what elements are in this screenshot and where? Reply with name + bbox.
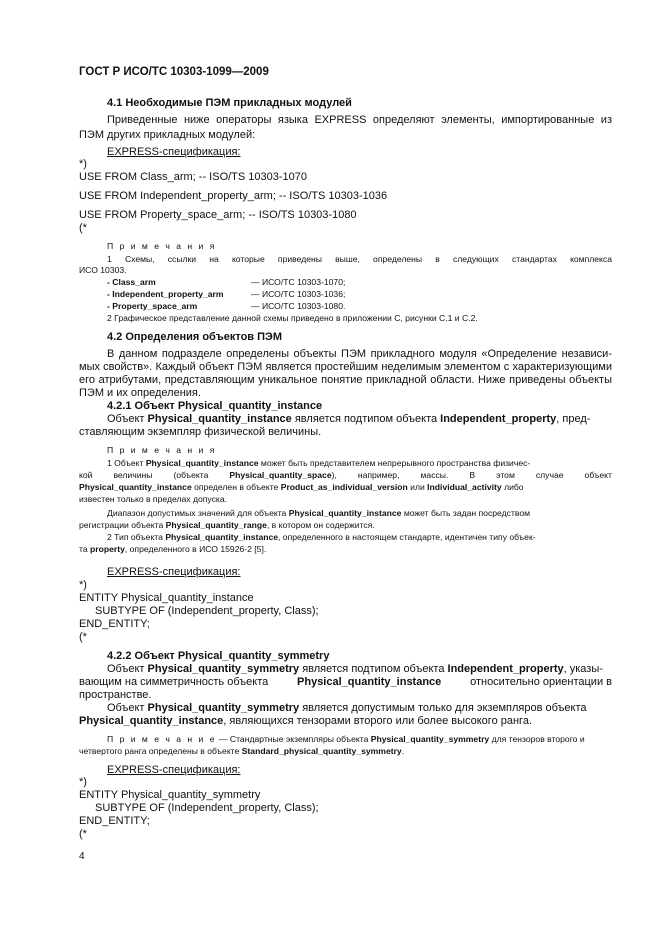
ref-name: - Property_space_arm: [107, 301, 198, 311]
code-open: *): [79, 158, 87, 170]
section-4-2-1-heading: 4.2.1 Объект Physical_quantity_instance: [107, 400, 323, 412]
paragraph-line: пространстве.: [79, 689, 152, 701]
note-line: регистрации объекта Physical_quantity_range, в котором он содержится.: [79, 520, 375, 530]
code-use-line: USE FROM Independent_property_arm; -- ISO/TS 10303-1036: [79, 190, 388, 202]
paragraph-line: ставляющим экземпляр физической величины.: [79, 426, 322, 438]
note-line: 1 Схемы, ссылки на которые приведены выше, определены в следующих стандартах комплекса: [107, 254, 612, 264]
code-subtype-line: SUBTYPE OF (Independent_property, Class);: [95, 605, 319, 617]
note-line: 2 Тип объекта Physical_quantity_instance, определенного в настоящем стандарте, идентичен типу объек-: [107, 532, 536, 542]
express-spec-label: EXPRESS-спецификация:: [107, 566, 241, 578]
entity-name: Independent_property: [440, 413, 557, 425]
code-use-line: USE FROM Property_space_arm; -- ISO/TS 10303-1080: [79, 209, 357, 221]
code-entity-line: ENTITY Physical_quantity_instance: [79, 592, 254, 604]
note-line: ИСО 10303.: [79, 265, 127, 275]
note-line: 2 Графическое представление данной схемы приведено в приложении С, рисунки С.1 и С.2.: [107, 313, 478, 323]
note-line: кой величины (объекта Physical_quantity_space), например, массы. В этом случае объект: [79, 470, 612, 480]
code-close: (*: [79, 222, 87, 234]
note-line: известен только в пределах допуска.: [79, 494, 228, 504]
paragraph-line: его атрибутами, представляющим уникальное понятие прикладной области. Ниже приведены объекты: [79, 374, 612, 386]
ref-standard: — ИСО/ТС 10303-1036;: [251, 289, 346, 299]
note-line: четвертого ранга определены в объекте Standard_physical_quantity_symmetry.: [79, 746, 405, 756]
ref-name: - Class_arm: [107, 277, 156, 287]
code-open: *): [79, 579, 87, 591]
express-spec-label: EXPRESS-спецификация:: [107, 146, 241, 158]
code-use-line: USE FROM Class_arm; -- ISO/TS 10303-1070: [79, 171, 308, 183]
paragraph-line: мых свойств». Каждый объект ПЭМ является простейшим неделимым элементом с характеризующими: [79, 361, 612, 373]
paragraph-line: Объект Physical_quantity_symmetry является подтипом объекта Independent_property, указы-: [107, 663, 603, 675]
entity-name: Physical_quantity_instance: [147, 413, 292, 425]
paragraph-line: ПЭМ других прикладных модулей:: [79, 129, 256, 141]
code-end-entity: END_ENTITY;: [79, 618, 150, 630]
code-close: (*: [79, 631, 87, 643]
code-open: *): [79, 776, 87, 788]
note-line: 1 Объект Physical_quantity_instance может быть представителем непрерывного пространства физичес-: [107, 458, 531, 468]
section-4-2-heading: 4.2 Определения объектов ПЭМ: [107, 331, 283, 343]
paragraph-line: Объект Physical_quantity_instance является подтипом объекта Independent_property, пред-: [107, 413, 591, 425]
notes-title: П р и м е ч а н и я: [107, 445, 217, 455]
code-subtype-line: SUBTYPE OF (Independent_property, Class);: [95, 802, 319, 814]
code-entity-line: ENTITY Physical_quantity_symmetry: [79, 789, 261, 801]
code-end-entity: END_ENTITY;: [79, 815, 150, 827]
express-spec-label: EXPRESS-спецификация:: [107, 764, 241, 776]
section-4-1-heading: 4.1 Необходимые ПЭМ прикладных модулей: [107, 97, 352, 109]
paragraph-line: В данном подразделе определены объекты ПЭМ прикладного модуля «Определение независи-: [107, 348, 612, 360]
ref-standard: — ИСО/ТС 10303-1070;: [251, 277, 346, 287]
note-line: та property, определенного в ИСО 15926-2 [5].: [79, 544, 267, 554]
paragraph-line: вающим на симметричность объекта Physical_quantity_instance относительно ориентации в: [79, 676, 612, 688]
paragraph-line: ПЭМ и их определения.: [79, 387, 201, 399]
paragraph-line: Physical_quantity_instance, являющихся тензорами второго или более высокого ранга.: [79, 715, 533, 727]
paragraph-line: Объект Physical_quantity_symmetry является допустимым только для экземпляров объекта: [107, 702, 587, 714]
page-number: 4: [79, 851, 85, 862]
code-close: (*: [79, 828, 87, 840]
note-line: Диапазон допустимых значений для объекта Physical_quantity_instance может быть задан посредством: [107, 508, 531, 518]
section-4-2-2-heading: 4.2.2 Объект Physical_quantity_symmetry: [107, 650, 330, 662]
note-line: П р и м е ч а н и е — Стандартные экземпляры объекта Physical_quantity_symmetry для тензоров второго и: [107, 734, 585, 744]
ref-name: - Independent_property_arm: [107, 289, 224, 299]
ref-standard: — ИСО/ТС 10303-1080.: [251, 301, 346, 311]
paragraph-line: Приведенные ниже операторы языка EXPRESS определяют элементы, импортированные из: [107, 114, 612, 126]
document-header: ГОСТ Р ИСО/ТС 10303-1099—2009: [79, 66, 269, 78]
note-line: Physical_quantity_instance определен в объекте Product_as_individual_version или Individual_activity либо: [79, 482, 524, 492]
notes-title: П р и м е ч а н и я: [107, 241, 217, 251]
